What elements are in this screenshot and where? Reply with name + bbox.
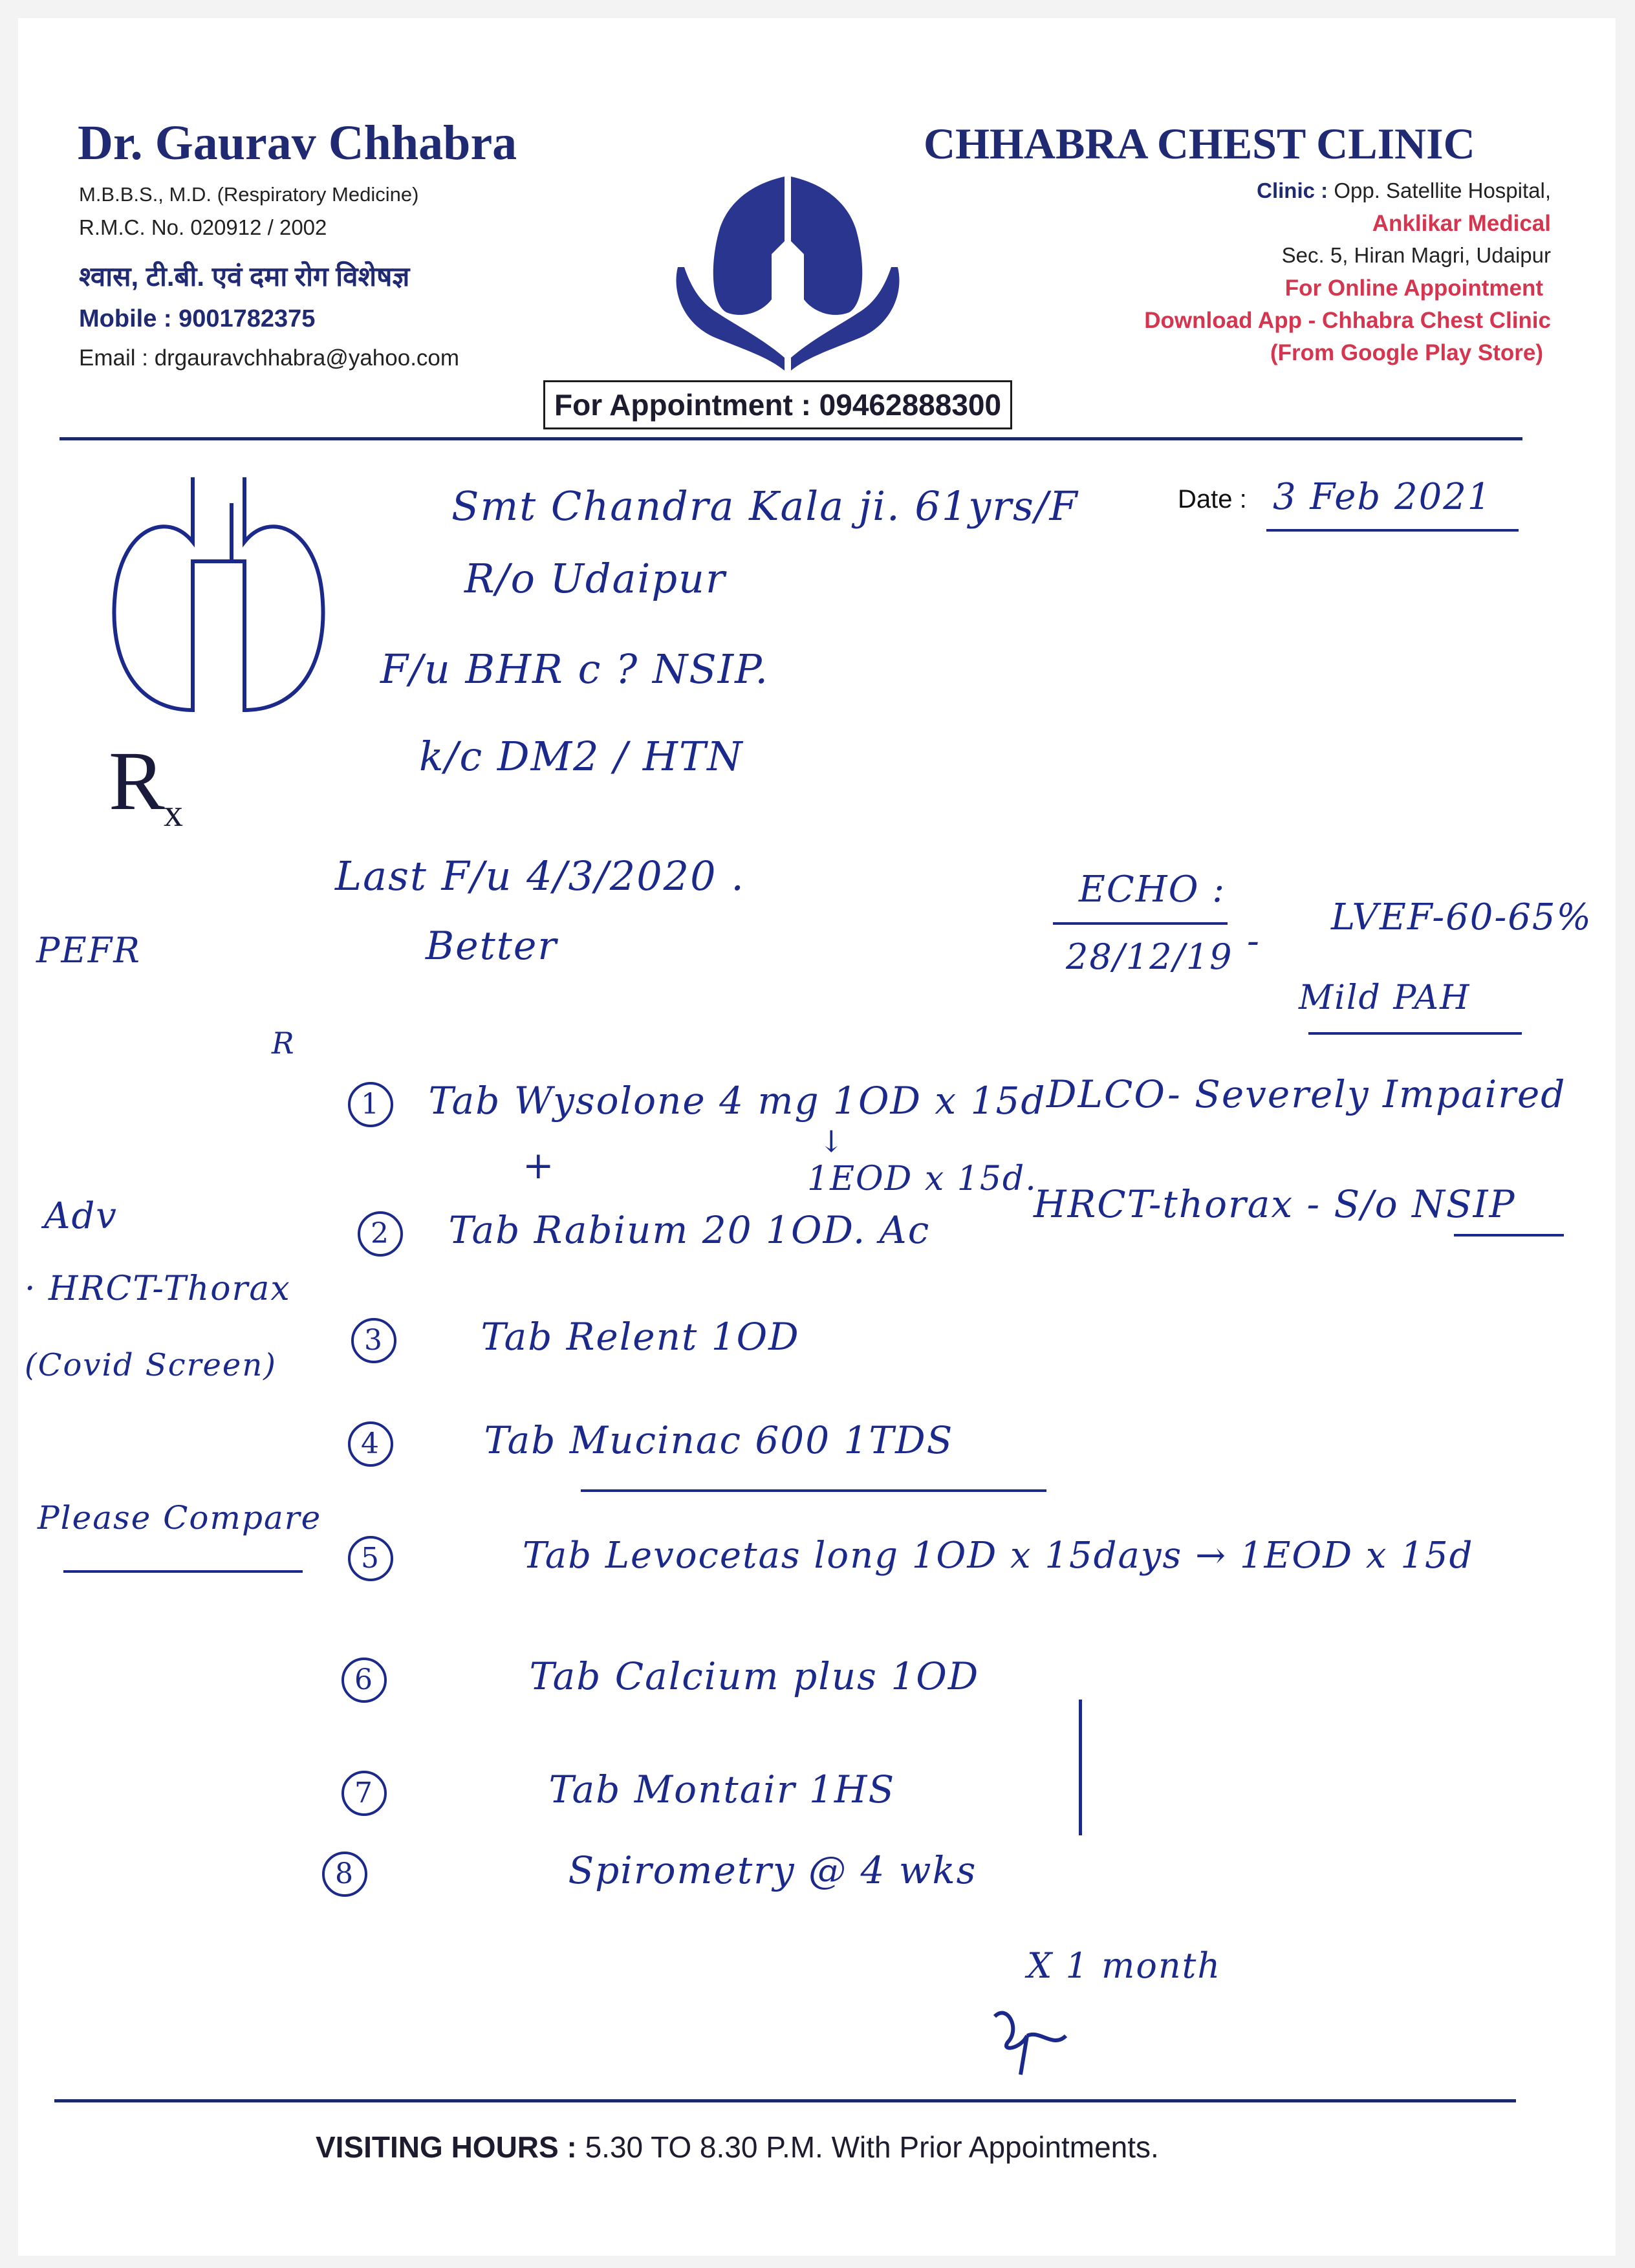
mucinac-underline [581,1489,1046,1492]
hrct-result: HRCT-thorax - S/o NSIP [1034,1182,1516,1226]
medication-text: Tab Montair 1HS [548,1767,896,1811]
doctor-specialty: श्वास, टी.बी. एवं दमा रोग विशेषज्ञ [79,261,410,292]
bracket-line [1079,1700,1082,1835]
medication-item [348,1535,1473,1581]
medication-plus: + [523,1143,556,1187]
medication-text: Tab Relent 1OD [481,1315,800,1359]
note-covid-screen: (Covid Screen) [25,1347,277,1383]
note-hrct-thorax: · HRCT-Thorax [25,1269,291,1308]
date-label: Date : [1178,485,1247,513]
clinic-address-line3: Sec. 5, Hiran Magri, Udaipur [1281,243,1551,267]
medication-number: 4 [348,1421,393,1467]
note-pefr: PEFR [36,930,141,971]
status-better: Better [426,923,558,969]
medication-text: Tab Calcium plus 1OD [529,1654,980,1698]
note-advice: Adv [44,1195,118,1237]
echo-label: ECHO : [1079,869,1226,911]
echo-lvef: LVEF-60-65% [1331,896,1592,938]
signature-icon [982,1991,1085,2081]
pah-underline [1308,1032,1522,1035]
note-rx-small: R [272,1026,296,1061]
clinic-address-line1 [1257,178,1551,203]
prescription-sheet [18,18,1616,2256]
clinic-name: CHHABRA CHEST CLINIC [924,119,1475,168]
rx-subscript: x [164,792,183,834]
medication-text: Tab Levocetas long 1OD x 15days → 1EOD x 15d [522,1535,1474,1577]
online-appointment-line3: (From Google Play Store) [1270,340,1543,365]
medication-number: 5 [348,1536,393,1581]
footer-divider [54,2099,1516,2102]
clinic-address-text: Opp. Satellite Hospital, [1334,178,1551,202]
doctor-email: Email : drgauravchhabra@yahoo.com [79,345,460,371]
lungs-hands-logo-icon [665,164,911,383]
appointment-box: For Appointment : 09462888300 [543,380,1012,429]
medication-text: Tab Mucinac 600 1TDS [484,1418,954,1462]
doctor-rmc: R.M.C. No. 020912 / 2002 [79,215,327,239]
doctor-degrees: M.B.B.S., M.D. (Respiratory Medicine) [79,183,419,206]
medication-taper: 1EOD x 15d. [807,1160,1037,1198]
lungs-outline-icon [96,464,341,736]
clinic-address-line2: Anklikar Medical [1372,211,1551,236]
medication-text: Spirometry @ 4 wks [568,1848,977,1892]
echo-mild-pah: Mild PAH [1299,978,1471,1017]
visiting-hours [316,2130,1159,2165]
clinic-address-label: Clinic : [1257,178,1328,202]
dlco-result: DLCO- Severely Impaired [1046,1072,1566,1116]
echo-divider [1053,922,1228,925]
medication-item [348,1079,1046,1127]
patient-followup: F/u BHR c ? NSIP. [380,645,770,693]
nsip-underline [1454,1234,1564,1237]
medication-item [322,1848,977,1897]
rx-symbol: R [109,735,165,828]
header-divider [60,437,1522,440]
medication-number: 3 [351,1318,396,1363]
doctor-name: Dr. Gaurav Chhabra [78,116,517,170]
patient-known-case: k/c DM2 / HTN [419,733,744,780]
date-underline [1266,529,1519,532]
last-followup: Last F/u 4/3/2020 . [335,852,745,900]
patient-name-age: Smt Chandra Kala ji. 61yrs/F [451,482,1079,530]
visiting-hours-label: VISITING HOURS : [316,2130,577,2164]
doctor-mobile: Mobile : 9001782375 [79,305,316,332]
medication-number: 7 [341,1771,387,1816]
medication-item [348,1418,953,1467]
medication-text: Tab Rabium 20 1OD. Ac [448,1208,931,1252]
medication-item [351,1315,800,1363]
medication-item [341,1654,979,1703]
medication-number: 8 [322,1852,367,1897]
visiting-hours-text: 5.30 TO 8.30 P.M. With Prior Appointments. [585,2130,1159,2164]
medication-number: 2 [358,1211,403,1257]
echo-date: 28/12/19 [1066,936,1233,977]
echo-dash: - [1247,920,1261,962]
medication-number: 6 [341,1658,387,1703]
medication-text: Tab Wysolone 4 mg 1OD x 15d [428,1079,1046,1123]
online-appointment-line1: For Online Appointment [1284,275,1543,301]
date-value: 3 Feb 2021 [1273,476,1492,518]
patient-residence: R/o Udaipur [464,555,726,602]
medication-number: 1 [348,1082,393,1127]
medication-item [358,1208,930,1257]
taper-arrow-icon: ↓ [819,1124,845,1159]
medication-item [341,1767,895,1816]
duration-note: X 1 month [1027,1945,1222,1986]
online-appointment-line2: Download App - Chhabra Chest Clinic [1144,308,1551,333]
please-compare-underline [63,1570,303,1573]
note-please-compare: Please Compare [38,1499,322,1537]
